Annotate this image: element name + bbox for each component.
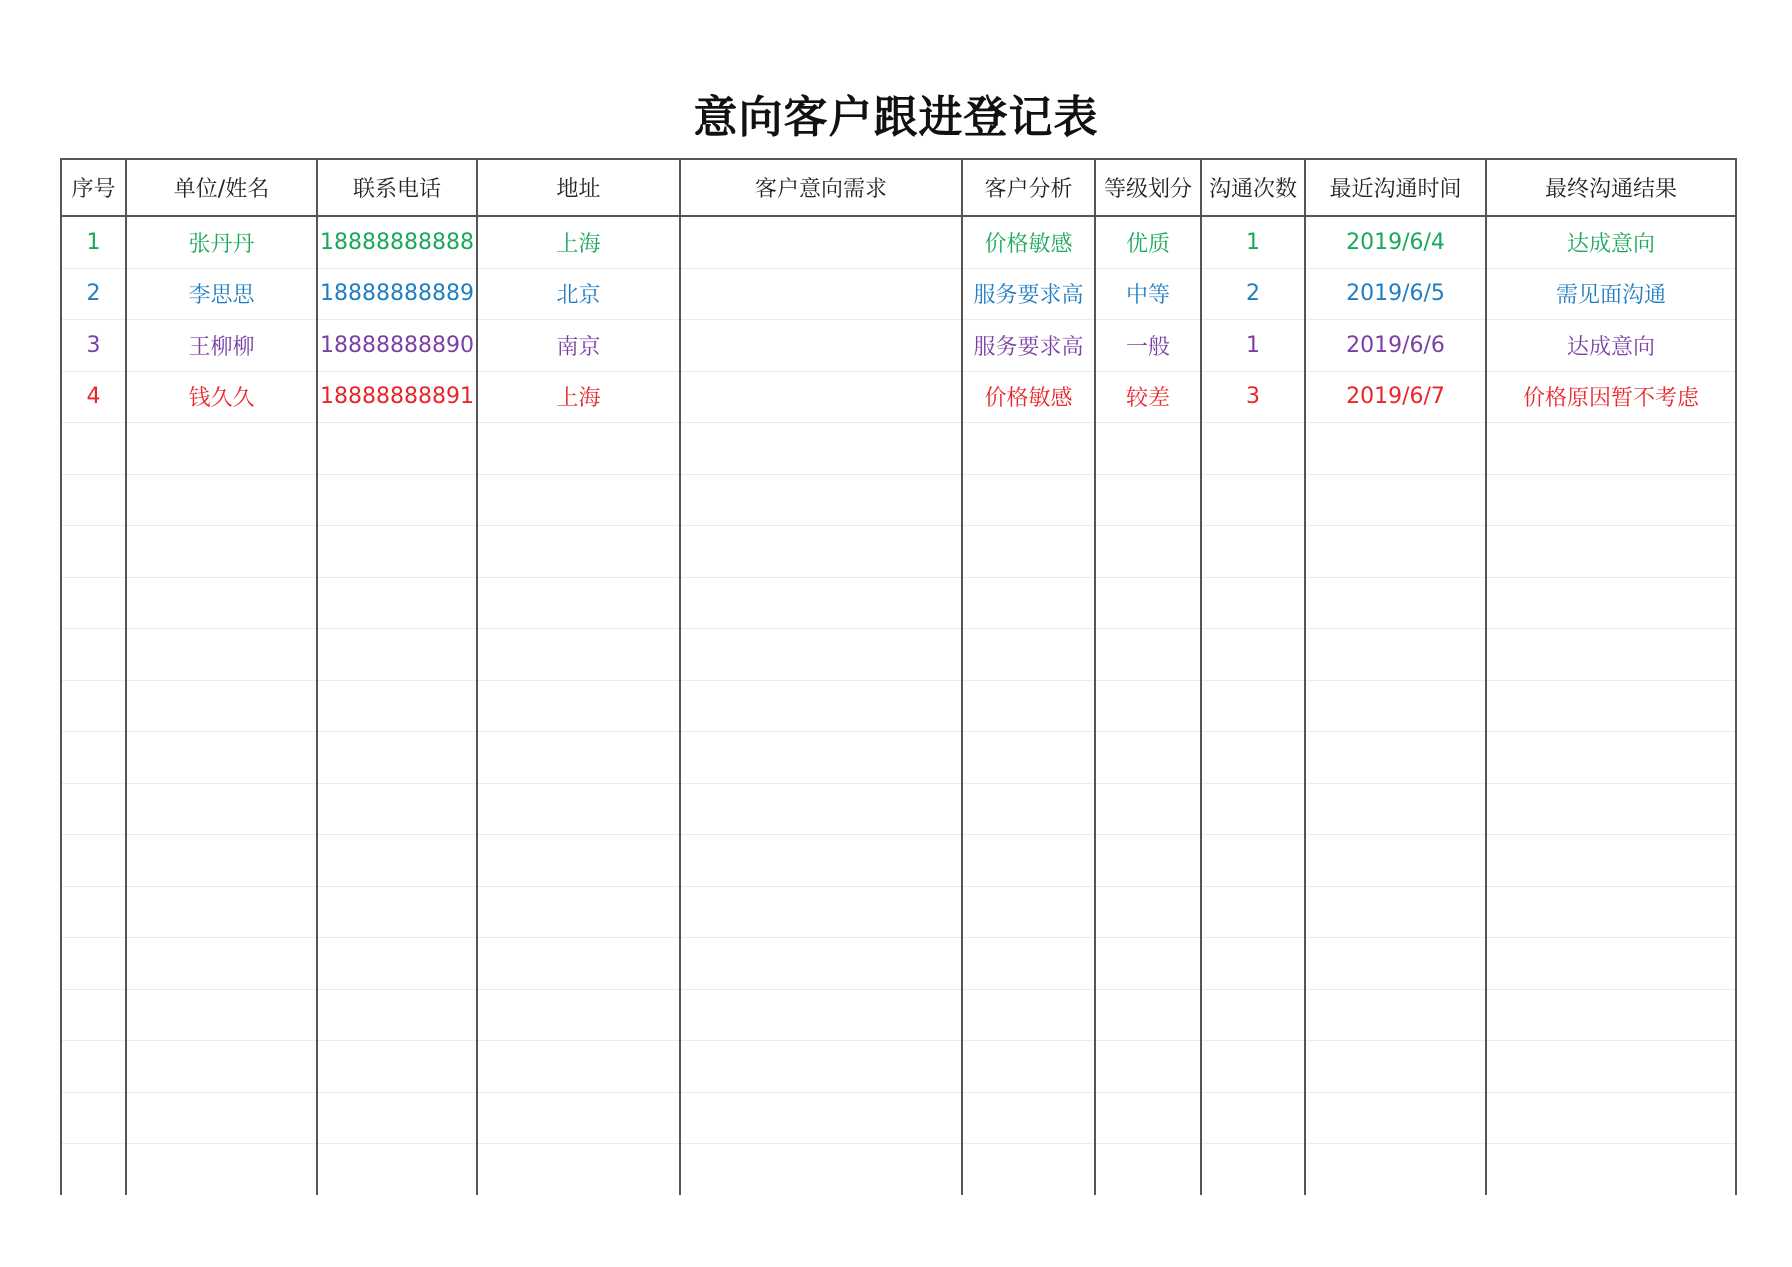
empty-cell <box>1095 680 1201 732</box>
empty-cell <box>61 835 126 887</box>
cell-intent <box>680 371 962 423</box>
empty-cell <box>1305 1144 1486 1195</box>
header-row <box>61 159 1736 216</box>
empty-cell <box>1486 680 1736 732</box>
empty-row <box>61 474 1736 526</box>
empty-cell <box>317 732 477 784</box>
empty-cell <box>1305 526 1486 578</box>
empty-cell <box>1095 989 1201 1041</box>
header-index: 序号 <box>61 159 126 216</box>
empty-cell <box>680 1041 962 1093</box>
empty-cell <box>126 938 317 990</box>
empty-cell <box>317 423 477 475</box>
empty-cell <box>680 577 962 629</box>
empty-row <box>61 989 1736 1041</box>
header-last-contact: 最近沟通时间 <box>1305 159 1486 216</box>
empty-cell <box>1486 1144 1736 1195</box>
cell-last-contact: 2019/6/7 <box>1305 371 1486 423</box>
empty-cell <box>1095 1092 1201 1144</box>
empty-cell <box>126 526 317 578</box>
empty-cell <box>1201 1144 1305 1195</box>
empty-cell <box>962 526 1095 578</box>
empty-cell <box>680 989 962 1041</box>
empty-cell <box>1305 783 1486 835</box>
empty-cell <box>1486 886 1736 938</box>
empty-cell <box>317 835 477 887</box>
cell-intent <box>680 268 962 320</box>
cell-phone: 18888888889 <box>317 268 477 320</box>
empty-cell <box>61 680 126 732</box>
empty-cell <box>962 938 1095 990</box>
empty-cell <box>1305 577 1486 629</box>
empty-cell <box>1201 423 1305 475</box>
empty-cell <box>1305 989 1486 1041</box>
empty-cell <box>1201 886 1305 938</box>
empty-cell <box>1095 423 1201 475</box>
cell-analysis: 价格敏感 <box>962 216 1095 268</box>
empty-cell <box>317 938 477 990</box>
table-row <box>61 216 1736 268</box>
cell-result: 达成意向 <box>1486 320 1736 372</box>
cell-result: 需见面沟通 <box>1486 268 1736 320</box>
empty-cell <box>61 886 126 938</box>
header-name: 单位/姓名 <box>126 159 317 216</box>
cell-name: 王柳柳 <box>126 320 317 372</box>
empty-cell <box>1486 577 1736 629</box>
empty-row <box>61 732 1736 784</box>
empty-cell <box>1201 577 1305 629</box>
empty-cell <box>477 1144 680 1195</box>
empty-cell <box>962 886 1095 938</box>
empty-cell <box>680 938 962 990</box>
empty-cell <box>317 1144 477 1195</box>
empty-cell <box>477 1041 680 1093</box>
empty-cell <box>1486 1092 1736 1144</box>
cell-phone: 18888888891 <box>317 371 477 423</box>
empty-cell <box>1305 474 1486 526</box>
empty-row <box>61 1092 1736 1144</box>
empty-cell <box>317 1092 477 1144</box>
empty-cell <box>680 629 962 681</box>
empty-cell <box>317 577 477 629</box>
empty-cell <box>1201 1092 1305 1144</box>
empty-cell <box>962 989 1095 1041</box>
empty-cell <box>126 1041 317 1093</box>
empty-row <box>61 629 1736 681</box>
empty-cell <box>317 474 477 526</box>
page-title: 意向客户跟进登记表 <box>693 92 1099 143</box>
empty-cell <box>1305 1041 1486 1093</box>
cell-index: 3 <box>61 320 126 372</box>
header-result: 最终沟通结果 <box>1486 159 1736 216</box>
empty-cell <box>1486 474 1736 526</box>
empty-cell <box>962 629 1095 681</box>
empty-cell <box>477 423 680 475</box>
empty-cell <box>1486 989 1736 1041</box>
empty-cell <box>1305 680 1486 732</box>
empty-cell <box>1095 1041 1201 1093</box>
empty-cell <box>61 577 126 629</box>
empty-row <box>61 783 1736 835</box>
empty-cell <box>126 989 317 1041</box>
empty-cell <box>1095 526 1201 578</box>
cell-grade: 中等 <box>1095 268 1201 320</box>
empty-cell <box>962 423 1095 475</box>
header-phone: 联系电话 <box>317 159 477 216</box>
cell-name: 钱久久 <box>126 371 317 423</box>
empty-cell <box>1201 1041 1305 1093</box>
empty-cell <box>1486 629 1736 681</box>
empty-cell <box>126 474 317 526</box>
empty-cell <box>126 783 317 835</box>
cell-analysis: 服务要求高 <box>962 268 1095 320</box>
empty-cell <box>61 1092 126 1144</box>
empty-cell <box>477 526 680 578</box>
empty-cell <box>1201 732 1305 784</box>
empty-cell <box>126 886 317 938</box>
empty-cell <box>1095 938 1201 990</box>
cell-address: 上海 <box>477 371 680 423</box>
empty-cell <box>477 680 680 732</box>
cell-contact-count: 2 <box>1201 268 1305 320</box>
empty-cell <box>680 474 962 526</box>
header-grade: 等级划分 <box>1095 159 1201 216</box>
header-address: 地址 <box>477 159 680 216</box>
cell-name: 李思思 <box>126 268 317 320</box>
empty-cell <box>1201 938 1305 990</box>
empty-cell <box>1305 938 1486 990</box>
follow-up-table <box>60 158 1737 1195</box>
empty-cell <box>1305 835 1486 887</box>
empty-cell <box>1095 577 1201 629</box>
cell-last-contact: 2019/6/6 <box>1305 320 1486 372</box>
empty-cell <box>680 680 962 732</box>
empty-cell <box>1201 526 1305 578</box>
empty-row <box>61 577 1736 629</box>
empty-cell <box>1486 938 1736 990</box>
empty-cell <box>61 629 126 681</box>
table-row <box>61 320 1736 372</box>
table-row <box>61 371 1736 423</box>
empty-cell <box>1486 423 1736 475</box>
empty-cell <box>962 1041 1095 1093</box>
empty-cell <box>317 629 477 681</box>
cell-intent <box>680 216 962 268</box>
cell-analysis: 价格敏感 <box>962 371 1095 423</box>
empty-cell <box>61 783 126 835</box>
cell-intent <box>680 320 962 372</box>
empty-cell <box>126 629 317 681</box>
cell-address: 上海 <box>477 216 680 268</box>
empty-cell <box>680 423 962 475</box>
empty-row <box>61 423 1736 475</box>
empty-cell <box>477 1092 680 1144</box>
cell-grade: 一般 <box>1095 320 1201 372</box>
empty-cell <box>126 1092 317 1144</box>
empty-cell <box>61 526 126 578</box>
empty-cell <box>477 474 680 526</box>
empty-cell <box>1305 629 1486 681</box>
empty-cell <box>477 629 680 681</box>
cell-contact-count: 1 <box>1201 216 1305 268</box>
empty-cell <box>680 835 962 887</box>
empty-cell <box>1095 629 1201 681</box>
empty-cell <box>126 835 317 887</box>
empty-cell <box>61 423 126 475</box>
empty-cell <box>477 886 680 938</box>
cell-result: 价格原因暂不考虑 <box>1486 371 1736 423</box>
empty-cell <box>1095 886 1201 938</box>
empty-cell <box>477 938 680 990</box>
empty-cell <box>61 1144 126 1195</box>
empty-cell <box>1201 474 1305 526</box>
cell-result: 达成意向 <box>1486 216 1736 268</box>
empty-cell <box>962 577 1095 629</box>
empty-cell <box>61 474 126 526</box>
empty-cell <box>1305 423 1486 475</box>
empty-row <box>61 526 1736 578</box>
empty-cell <box>317 526 477 578</box>
empty-cell <box>317 989 477 1041</box>
empty-row <box>61 938 1736 990</box>
cell-grade: 优质 <box>1095 216 1201 268</box>
cell-name: 张丹丹 <box>126 216 317 268</box>
header-contact-count: 沟通次数 <box>1201 159 1305 216</box>
empty-cell <box>61 938 126 990</box>
empty-cell <box>317 680 477 732</box>
empty-cell <box>126 577 317 629</box>
empty-cell <box>680 783 962 835</box>
empty-cell <box>1201 680 1305 732</box>
empty-cell <box>962 474 1095 526</box>
empty-cell <box>962 1144 1095 1195</box>
empty-cell <box>962 783 1095 835</box>
empty-row <box>61 1144 1736 1195</box>
cell-grade: 较差 <box>1095 371 1201 423</box>
empty-cell <box>1201 989 1305 1041</box>
empty-cell <box>61 1041 126 1093</box>
header-intent: 客户意向需求 <box>680 159 962 216</box>
empty-cell <box>680 732 962 784</box>
empty-row <box>61 1041 1736 1093</box>
empty-cell <box>317 783 477 835</box>
empty-cell <box>1486 835 1736 887</box>
empty-cell <box>680 526 962 578</box>
empty-cell <box>126 680 317 732</box>
empty-row <box>61 835 1736 887</box>
empty-row <box>61 886 1736 938</box>
empty-cell <box>1305 732 1486 784</box>
empty-cell <box>1486 1041 1736 1093</box>
cell-index: 1 <box>61 216 126 268</box>
cell-index: 2 <box>61 268 126 320</box>
empty-cell <box>477 732 680 784</box>
cell-contact-count: 3 <box>1201 371 1305 423</box>
empty-cell <box>1201 629 1305 681</box>
cell-analysis: 服务要求高 <box>962 320 1095 372</box>
empty-cell <box>1095 1144 1201 1195</box>
empty-cell <box>477 783 680 835</box>
empty-cell <box>962 835 1095 887</box>
empty-cell <box>680 886 962 938</box>
empty-cell <box>1486 526 1736 578</box>
empty-cell <box>1095 732 1201 784</box>
empty-cell <box>1305 1092 1486 1144</box>
cell-index: 4 <box>61 371 126 423</box>
empty-cell <box>680 1092 962 1144</box>
cell-phone: 18888888888 <box>317 216 477 268</box>
cell-contact-count: 1 <box>1201 320 1305 372</box>
cell-address: 北京 <box>477 268 680 320</box>
empty-cell <box>61 989 126 1041</box>
empty-cell <box>477 577 680 629</box>
empty-row <box>61 680 1736 732</box>
empty-cell <box>477 835 680 887</box>
empty-cell <box>126 423 317 475</box>
empty-cell <box>61 732 126 784</box>
table-row <box>61 268 1736 320</box>
cell-last-contact: 2019/6/5 <box>1305 268 1486 320</box>
empty-cell <box>1486 732 1736 784</box>
empty-cell <box>126 732 317 784</box>
empty-cell <box>962 680 1095 732</box>
empty-cell <box>317 886 477 938</box>
empty-cell <box>962 732 1095 784</box>
empty-cell <box>962 1092 1095 1144</box>
empty-cell <box>1486 783 1736 835</box>
empty-cell <box>1201 783 1305 835</box>
empty-cell <box>317 1041 477 1093</box>
cell-address: 南京 <box>477 320 680 372</box>
header-analysis: 客户分析 <box>962 159 1095 216</box>
cell-last-contact: 2019/6/4 <box>1305 216 1486 268</box>
empty-cell <box>1095 783 1201 835</box>
empty-cell <box>477 989 680 1041</box>
empty-cell <box>1201 835 1305 887</box>
cell-phone: 18888888890 <box>317 320 477 372</box>
empty-cell <box>1305 886 1486 938</box>
empty-cell <box>1095 835 1201 887</box>
empty-cell <box>1095 474 1201 526</box>
empty-cell <box>126 1144 317 1195</box>
empty-cell <box>680 1144 962 1195</box>
